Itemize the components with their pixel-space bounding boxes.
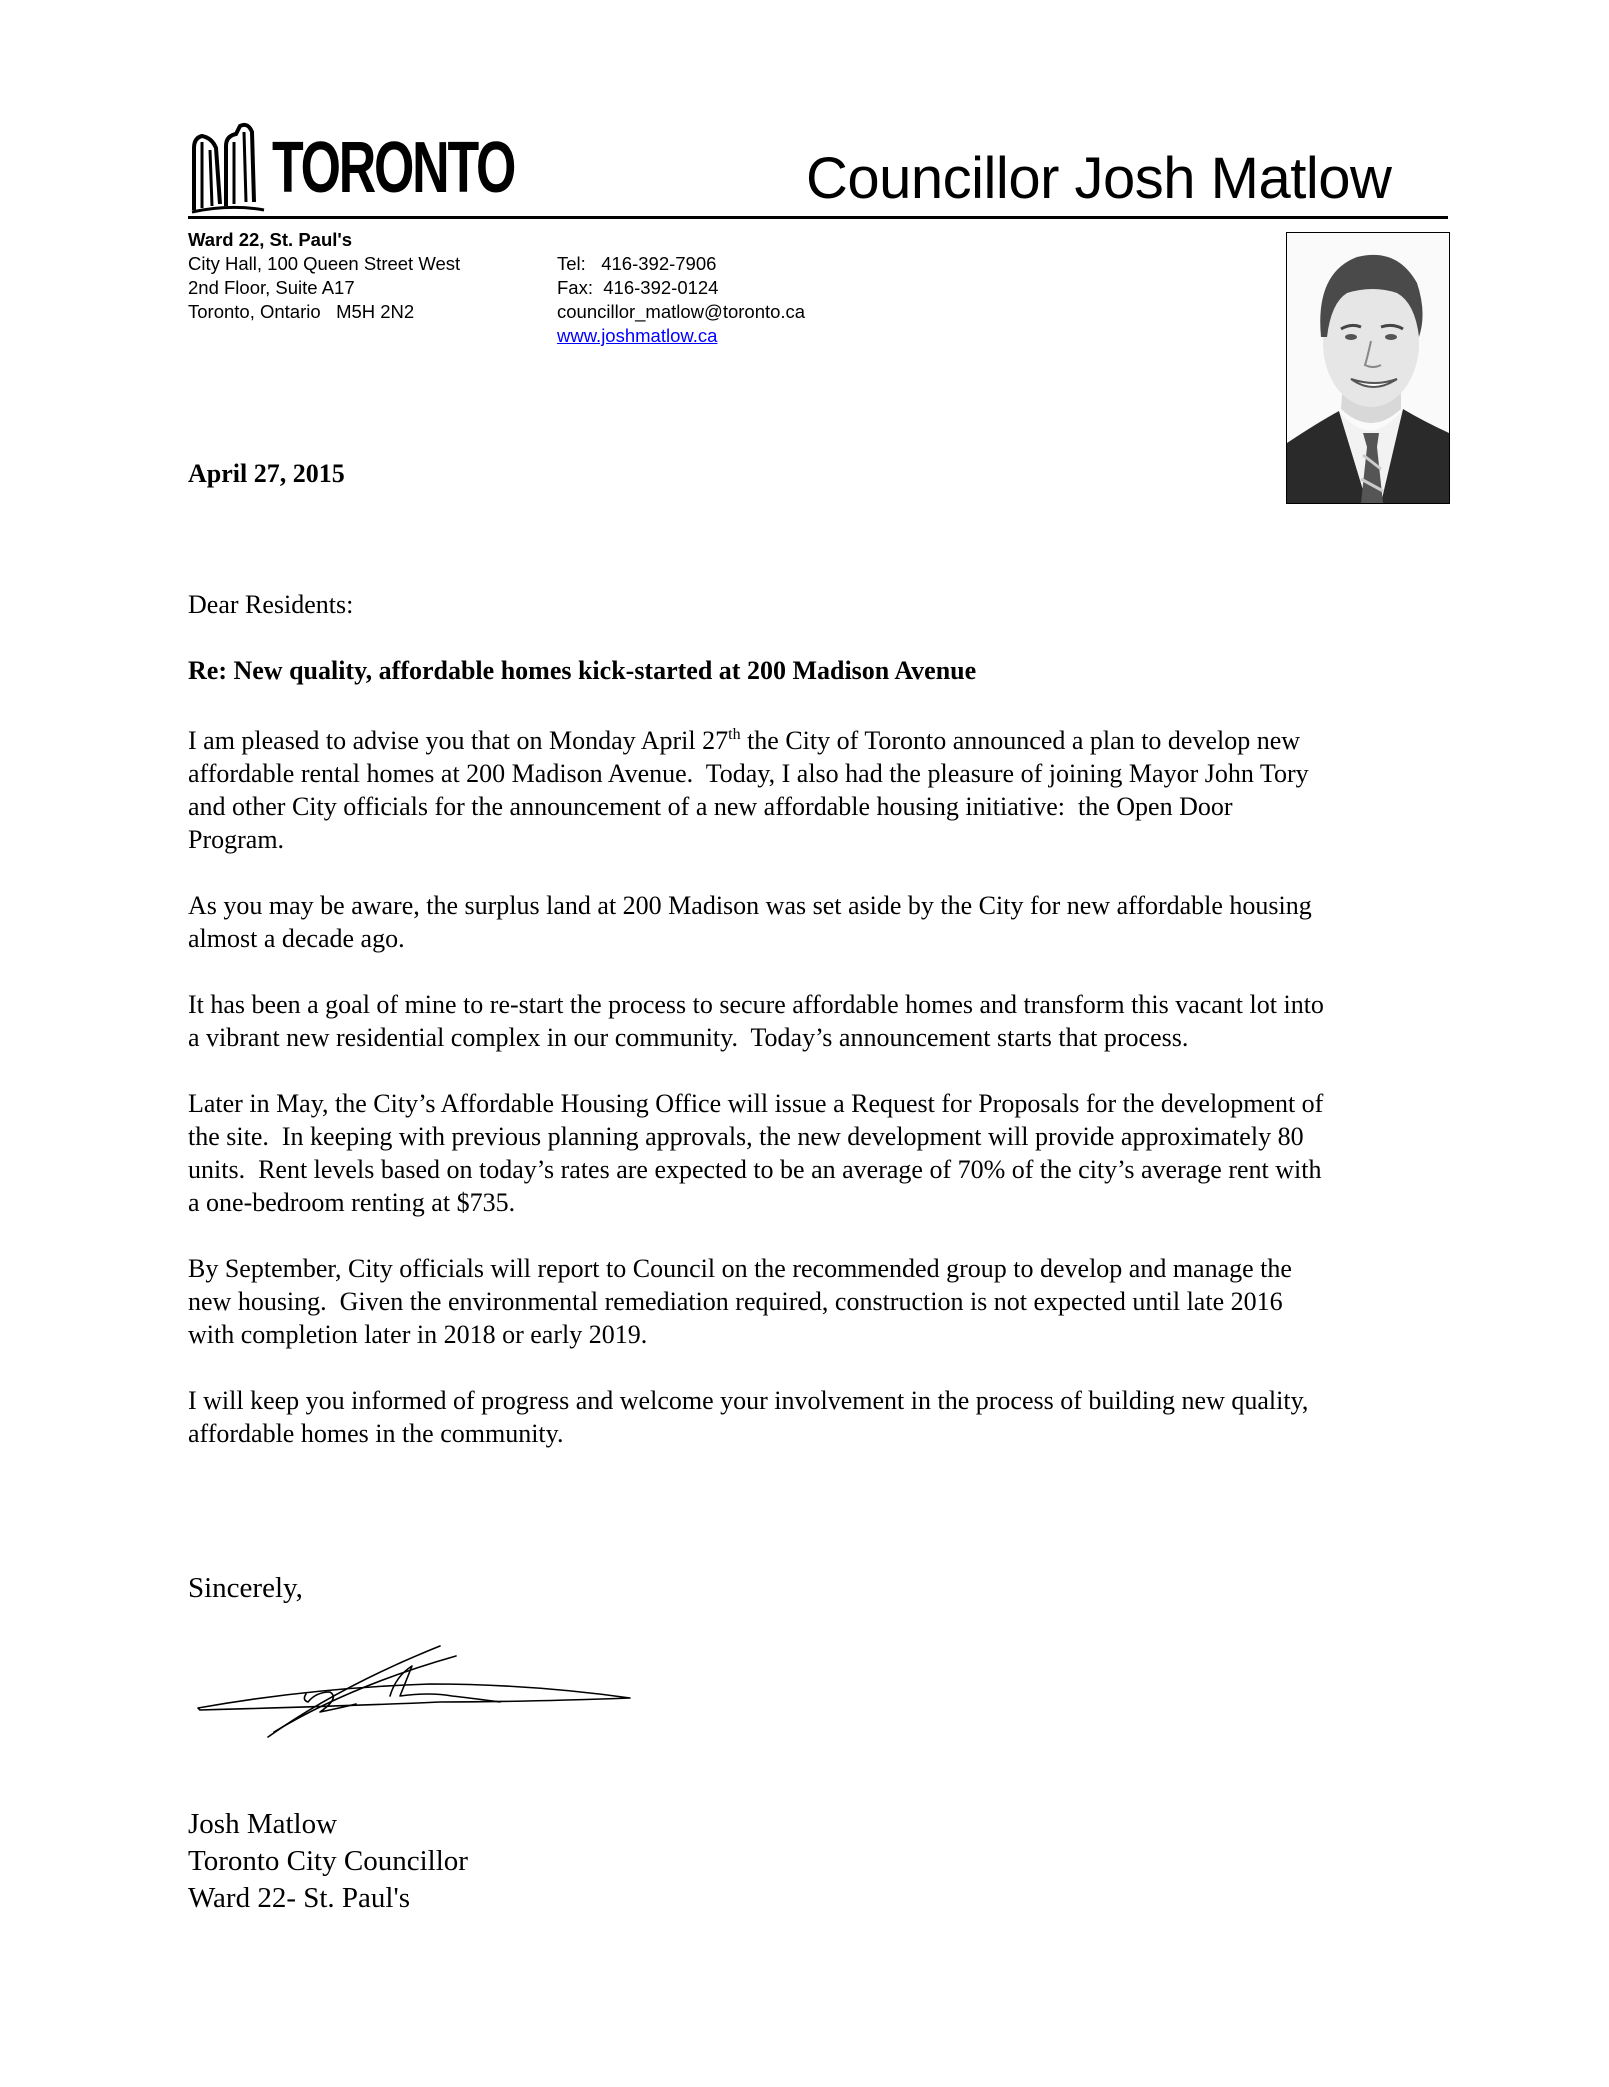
paragraph-5 [188,1252,1292,1351]
telephone: Tel: 416-392-7906 [557,253,717,274]
paragraph-line: almost a decade ago. [188,924,405,953]
signature-icon [190,1636,640,1746]
paragraph-line: the site. In keeping with previous planning approvals, the new development will provide approximately 80 [188,1122,1304,1151]
city-hall-icon [190,118,266,214]
address-line-2: 2nd Floor, Suite A17 [188,277,355,298]
paragraph-line: units. Rent levels based on today’s rates are expected to be an average of 70% of the city’s average rent with [188,1155,1322,1184]
paragraph-line: I am pleased to advise you that on Monday April 27th the City of Toronto announced a plan to develop new [188,726,1301,755]
paragraph-line: I will keep you informed of progress and welcome your involvement in the process of building new quality, [188,1386,1309,1415]
paragraph-line: and other City officials for the announcement of a new affordable housing initiative: the Open Door [188,792,1233,821]
paragraph-line: It has been a goal of mine to re-start the process to secure affordable homes and transform this vacant lot into [188,990,1324,1019]
address-line-1: City Hall, 100 Queen Street West [188,253,461,274]
paragraph-line: affordable homes in the community. [188,1419,564,1448]
ordinal-suffix: th [728,726,741,743]
logo-wordmark: TORONTO [272,128,515,208]
address-line-3: Toronto, Ontario M5H 2N2 [188,301,415,322]
toronto-logo [190,118,515,214]
paragraph-line: with completion later in 2018 or early 2019. [188,1320,648,1349]
paragraph-2 [188,889,1312,955]
signer-title: Toronto City Councillor [188,1845,468,1877]
paragraph-line: affordable rental homes at 200 Madison Avenue. Today, I also had the pleasure of joining Mayor John Tory [188,759,1309,788]
signer-name: Josh Matlow [188,1808,338,1840]
paragraph-4 [188,1087,1323,1219]
paragraph-line: a vibrant new residential complex in our community. Today’s announcement starts that process. [188,1023,1189,1052]
address-block [188,228,460,324]
header-rule [188,216,1448,219]
ward-label: Ward 22, St. Paul's [188,229,353,250]
paragraph-line: a one-bedroom renting at $735. [188,1188,516,1217]
paragraph-3 [188,988,1324,1054]
councillor-photo [1286,232,1450,504]
paragraph-line: Program. [188,825,285,854]
portrait-icon [1287,233,1449,503]
paragraph-line: new housing. Given the environmental remediation required, construction is not expected until late 2016 [188,1287,1283,1316]
closing: Sincerely, [188,1572,303,1604]
letter-date: April 27, 2015 [188,459,345,488]
website-link[interactable]: www.joshmatlow.ca [557,325,718,346]
salutation: Dear Residents: [188,590,354,619]
signature [190,1636,640,1746]
subject-line: Re: New quality, affordable homes kick-started at 200 Madison Avenue [188,656,977,685]
paragraph-1 [188,724,1309,856]
contact-block [557,252,805,348]
signer-ward: Ward 22- St. Paul's [188,1882,410,1914]
paragraph-6 [188,1384,1308,1450]
email[interactable]: councillor_matlow@toronto.ca [557,301,806,322]
councillor-title: Councillor Josh Matlow [806,146,1392,211]
paragraph-line: As you may be aware, the surplus land at 200 Madison was set aside by the City for new affordable housing [188,891,1312,920]
fax: Fax: 416-392-0124 [557,277,719,298]
paragraph-line: By September, City officials will report to Council on the recommended group to develop and manage the [188,1254,1292,1283]
signature-block [188,1806,468,1917]
paragraph-line: Later in May, the City’s Affordable Housing Office will issue a Request for Proposals for the development of [188,1089,1324,1118]
